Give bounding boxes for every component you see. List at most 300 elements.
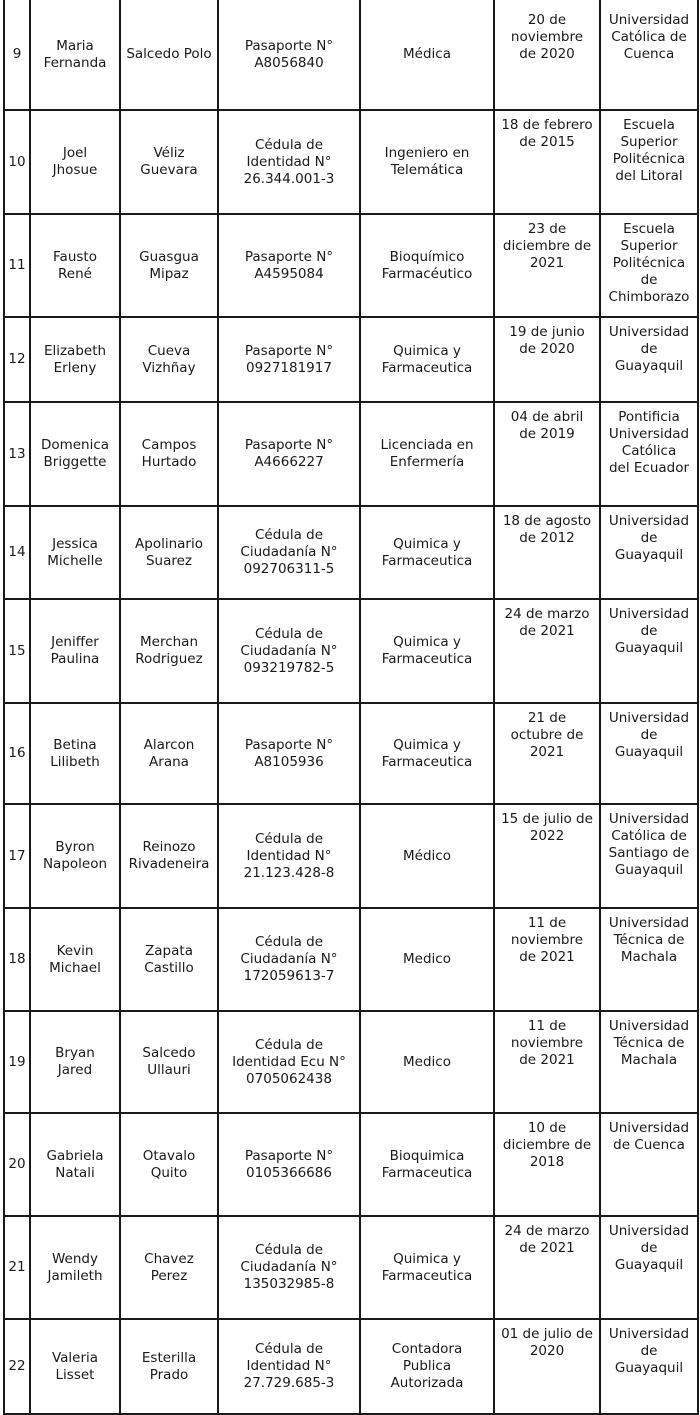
cell-text-line: 18 de febrero bbox=[501, 117, 593, 133]
cell-text-line: Michelle bbox=[47, 552, 103, 569]
cell-text-line: diciembre de bbox=[502, 238, 592, 254]
degree-title-cell bbox=[360, 110, 494, 214]
cell-text-line: de 2020 bbox=[519, 341, 575, 357]
cell-text-line: 135032985-8 bbox=[243, 1276, 335, 1292]
cell-text-line: Identidad N° bbox=[246, 153, 332, 170]
cell-text-line: Natali bbox=[55, 1164, 95, 1181]
last-names-cell bbox=[120, 599, 218, 703]
cell-text-line: A8056840 bbox=[254, 54, 324, 71]
degree-title-cell bbox=[360, 908, 494, 1011]
cell-text-line: Escuela bbox=[623, 117, 675, 133]
table-row bbox=[4, 506, 698, 599]
registration-date-cell bbox=[494, 402, 600, 506]
row-number-cell: 18 bbox=[4, 908, 30, 1011]
row-number-cell: 11 bbox=[4, 214, 30, 317]
cell-text-line: Superior bbox=[620, 238, 678, 254]
cell-text-line: noviembre bbox=[510, 1035, 584, 1051]
cell-text-line: Pasaporte N° bbox=[244, 37, 334, 54]
cell-text-line: Farmaceutica bbox=[381, 1267, 473, 1284]
degree-title-cell bbox=[360, 599, 494, 703]
cell-text-line: Guayaquil bbox=[614, 1360, 684, 1376]
cell-text-line: Esterilla bbox=[141, 1349, 197, 1366]
id-document-cell bbox=[218, 0, 360, 110]
cell-text-line: Guayaquil bbox=[614, 744, 684, 760]
university-cell bbox=[600, 1216, 698, 1319]
cell-text-line: 24 de marzo bbox=[504, 606, 590, 622]
cell-text-line: 23 de bbox=[527, 221, 567, 237]
row-number-cell: 15 bbox=[4, 599, 30, 703]
cell-text-line: Perez bbox=[150, 1267, 188, 1284]
cell-text-line: Rodriguez bbox=[135, 651, 203, 667]
degree-title-cell bbox=[360, 1113, 494, 1216]
cell-text-line: 01 de julio de bbox=[501, 1326, 593, 1342]
cell-text-line: Véliz bbox=[153, 145, 185, 161]
table-row bbox=[4, 908, 698, 1011]
cell-text-line: Fausto bbox=[53, 248, 97, 265]
cell-text-line: René bbox=[58, 265, 92, 282]
cell-text-line: del Litoral bbox=[615, 168, 683, 184]
cell-text-line: 10 de bbox=[527, 1120, 567, 1136]
first-names-cell bbox=[30, 110, 120, 214]
last-names-cell bbox=[120, 110, 218, 214]
cell-text-line: Prado bbox=[149, 1366, 189, 1383]
cell-text-line: de bbox=[640, 272, 658, 288]
cell-text-line: de bbox=[640, 341, 658, 357]
cell-text-line: Bioquímico bbox=[389, 248, 465, 265]
cell-text-line: Universidad bbox=[608, 710, 690, 726]
cell-text-line: Identidad N° bbox=[246, 847, 332, 864]
registration-date-cell bbox=[494, 110, 600, 214]
degree-title-cell bbox=[360, 703, 494, 804]
row-number-cell: 17 bbox=[4, 804, 30, 908]
cell-text-line: Universidad bbox=[608, 1223, 690, 1239]
row-number-cell: 21 bbox=[4, 1216, 30, 1319]
university-cell bbox=[600, 214, 698, 317]
id-document-cell bbox=[218, 908, 360, 1011]
first-names-cell bbox=[30, 1319, 120, 1414]
cell-text-line: de 2019 bbox=[519, 426, 575, 442]
cell-text-line: Licenciada en bbox=[380, 437, 474, 453]
cell-text-line: Pasaporte N° bbox=[244, 342, 334, 359]
table-row bbox=[4, 703, 698, 804]
cell-text-line: Ciudadanía N° bbox=[240, 544, 338, 560]
cell-text-line: A8105936 bbox=[254, 753, 324, 770]
cell-text-line: 20 de bbox=[527, 12, 567, 28]
cell-text-line: Escuela bbox=[623, 221, 675, 237]
row-number-cell: 16 bbox=[4, 703, 30, 804]
last-names-cell bbox=[120, 1319, 218, 1414]
university-cell bbox=[600, 1011, 698, 1113]
cell-text-line: Técnica de bbox=[613, 1035, 685, 1051]
cell-text-line: Lisset bbox=[55, 1366, 95, 1383]
cell-text-line: Farmaceutica bbox=[381, 1164, 473, 1181]
university-cell bbox=[600, 1113, 698, 1216]
table-row bbox=[4, 1216, 698, 1319]
cell-text-line: Pontificia bbox=[618, 409, 680, 425]
cell-text-line: 0105366686 bbox=[246, 1164, 332, 1181]
cell-text-line: Jamileth bbox=[47, 1267, 103, 1284]
cell-text-line: Pasaporte N° bbox=[244, 736, 334, 753]
cell-text-line: Chavez bbox=[144, 1250, 194, 1267]
cell-text-line: de bbox=[640, 530, 658, 546]
cell-text-line: Guasgua bbox=[139, 248, 199, 265]
cell-text-line: 093219782-5 bbox=[243, 659, 335, 676]
degree-title-cell bbox=[360, 506, 494, 599]
table-row bbox=[4, 804, 698, 908]
cell-text-line: Santiago de bbox=[608, 845, 690, 861]
cell-text-line: Cédula de bbox=[254, 527, 324, 543]
cell-text-line: de 2015 bbox=[519, 134, 575, 150]
cell-text-line: Kevin bbox=[56, 942, 94, 959]
id-document-cell bbox=[218, 1216, 360, 1319]
cell-text-line: Quito bbox=[150, 1164, 188, 1181]
cell-text-line: 11 de bbox=[527, 915, 567, 931]
table-row bbox=[4, 0, 698, 110]
id-document-cell bbox=[218, 506, 360, 599]
cell-text-line: Pasaporte N° bbox=[244, 248, 334, 265]
last-names-cell bbox=[120, 804, 218, 908]
cell-text-line: Briggette bbox=[43, 454, 107, 470]
cell-text-line: Chimborazo bbox=[608, 289, 690, 305]
last-names-cell bbox=[120, 0, 218, 110]
first-names-cell bbox=[30, 908, 120, 1011]
cell-text-line: de 2021 bbox=[519, 949, 575, 965]
registration-date-cell bbox=[494, 1113, 600, 1216]
cell-text-line: Cédula de bbox=[254, 136, 324, 153]
cell-text-line: Apolinario bbox=[135, 535, 203, 552]
cell-text-line: Guayaquil bbox=[614, 358, 684, 374]
cell-text-line: Quimica y bbox=[393, 634, 461, 650]
cell-text-line: Fernanda bbox=[43, 54, 107, 71]
cell-text-line: Jared bbox=[57, 1062, 93, 1078]
registration-date-cell bbox=[494, 804, 600, 908]
cell-text-line: Zapata bbox=[145, 942, 193, 959]
cell-text-line: Ullauri bbox=[147, 1062, 191, 1078]
cell-text-line: de Cuenca bbox=[613, 1137, 685, 1153]
cell-text-line: Farmaceutica bbox=[381, 359, 473, 376]
degree-title-cell bbox=[360, 317, 494, 402]
first-names-cell bbox=[30, 1113, 120, 1216]
cell-text-line: Ciudadanía N° bbox=[240, 642, 338, 659]
cell-text-line: Vizhñay bbox=[142, 359, 196, 376]
degree-title-cell bbox=[360, 214, 494, 317]
cell-text-line: Ciudadanía N° bbox=[240, 951, 338, 967]
row-number-cell: 14 bbox=[4, 506, 30, 599]
cell-text-line: 2022 bbox=[529, 828, 565, 844]
cell-text-line: Farmaceutica bbox=[381, 651, 473, 667]
first-names-cell bbox=[30, 214, 120, 317]
first-names-cell bbox=[30, 1216, 120, 1319]
last-names-cell bbox=[120, 402, 218, 506]
cell-text-line: Guayaquil bbox=[614, 1257, 684, 1273]
cell-text-line: Médica bbox=[403, 46, 451, 62]
degree-title-cell bbox=[360, 1319, 494, 1414]
table-row bbox=[4, 317, 698, 402]
cell-text-line: 24 de marzo bbox=[504, 1223, 590, 1239]
cell-text-line: Rivadeneira bbox=[128, 856, 210, 872]
cell-text-line: Universidad bbox=[608, 1120, 690, 1136]
cell-text-line: Farmaceutica bbox=[381, 753, 473, 770]
cell-text-line: Suarez bbox=[145, 552, 193, 569]
cell-text-line: Hurtado bbox=[141, 454, 197, 470]
cell-text-line: Gabriela bbox=[46, 1147, 104, 1164]
cell-text-line: Jeniffer bbox=[51, 634, 99, 650]
id-document-cell bbox=[218, 599, 360, 703]
row-number-cell: 13 bbox=[4, 402, 30, 506]
registration-date-cell bbox=[494, 0, 600, 110]
registration-date-cell bbox=[494, 214, 600, 317]
cell-text-line: Católica bbox=[621, 443, 677, 459]
cell-text-line: Jessica bbox=[52, 535, 98, 552]
cell-text-line: Publica bbox=[402, 1358, 452, 1374]
row-number-cell: 10 bbox=[4, 110, 30, 214]
cell-text-line: Napoleon bbox=[42, 856, 108, 872]
cell-text-line: Arana bbox=[149, 753, 189, 770]
cell-text-line: Merchan bbox=[139, 634, 198, 650]
cell-text-line: Medico bbox=[403, 951, 451, 967]
cell-text-line: Guayaquil bbox=[614, 547, 684, 563]
cell-text-line: Machala bbox=[620, 1052, 678, 1068]
cell-text-line: 26.344.001-3 bbox=[243, 170, 335, 187]
cell-text-line: del Ecuador bbox=[608, 460, 690, 476]
registration-date-cell bbox=[494, 1319, 600, 1414]
cell-text-line: Cédula de bbox=[254, 625, 324, 642]
cell-text-line: Cédula de bbox=[254, 1242, 324, 1258]
cell-text-line: 092706311-5 bbox=[243, 561, 335, 577]
first-names-cell bbox=[30, 703, 120, 804]
last-names-cell bbox=[120, 506, 218, 599]
cell-text-line: 2018 bbox=[529, 1154, 565, 1170]
cell-text-line: Paulina bbox=[50, 651, 100, 667]
cell-text-line: Ingeniero en bbox=[384, 145, 470, 161]
table-row bbox=[4, 1319, 698, 1414]
first-names-cell bbox=[30, 0, 120, 110]
cell-text-line: Guayaquil bbox=[614, 862, 684, 878]
cell-text-line: Guevara bbox=[140, 162, 198, 178]
first-names-cell bbox=[30, 506, 120, 599]
last-names-cell bbox=[120, 214, 218, 317]
degree-title-cell bbox=[360, 1216, 494, 1319]
university-cell bbox=[600, 110, 698, 214]
cell-text-line: Reinozo bbox=[142, 839, 196, 855]
cell-text-line: Quimica y bbox=[393, 1250, 461, 1267]
cell-text-line: Universidad bbox=[608, 1326, 690, 1342]
cell-text-line: Católica de bbox=[611, 828, 687, 844]
cell-text-line: Universidad bbox=[608, 513, 690, 529]
table-row bbox=[4, 599, 698, 703]
registration-date-cell bbox=[494, 703, 600, 804]
cell-text-line: Identidad Ecu N° bbox=[232, 1053, 346, 1070]
id-document-cell bbox=[218, 804, 360, 908]
university-cell bbox=[600, 402, 698, 506]
cell-text-line: Lilibeth bbox=[50, 753, 100, 770]
cell-text-line: Universidad bbox=[608, 426, 690, 442]
registration-date-cell bbox=[494, 506, 600, 599]
cell-text-line: Quimica y bbox=[393, 535, 461, 552]
row-number-cell: 19 bbox=[4, 1011, 30, 1113]
cell-text-line: Contadora bbox=[391, 1341, 463, 1357]
cell-text-line: Michael bbox=[49, 959, 101, 976]
id-document-cell bbox=[218, 402, 360, 506]
university-cell bbox=[600, 317, 698, 402]
cell-text-line: noviembre bbox=[510, 29, 584, 45]
cell-text-line: de 2021 bbox=[519, 1240, 575, 1256]
cell-text-line: Salcedo Polo bbox=[126, 46, 212, 62]
last-names-cell bbox=[120, 1216, 218, 1319]
cell-text-line: A4666227 bbox=[254, 454, 324, 470]
cell-text-line: Politécnica bbox=[612, 255, 686, 271]
university-cell bbox=[600, 1319, 698, 1414]
cell-text-line: de 2020 bbox=[519, 46, 575, 62]
degree-title-cell bbox=[360, 1011, 494, 1113]
cell-text-line: Bioquimica bbox=[389, 1147, 465, 1164]
cell-text-line: Universidad bbox=[608, 915, 690, 931]
cell-text-line: de 2021 bbox=[519, 1052, 575, 1068]
cell-text-line: Telemática bbox=[390, 162, 464, 178]
cell-text-line: Mipaz bbox=[149, 265, 189, 282]
cell-text-line: Politécnica bbox=[612, 151, 686, 167]
cell-text-line: Médico bbox=[403, 847, 451, 864]
degree-title-cell bbox=[360, 804, 494, 908]
cell-text-line: Cédula de bbox=[254, 830, 324, 847]
cell-text-line: Ciudadanía N° bbox=[240, 1259, 338, 1275]
registration-date-cell bbox=[494, 317, 600, 402]
cell-text-line: Católica de bbox=[611, 29, 687, 45]
cell-text-line: de 2021 bbox=[519, 623, 575, 639]
degree-title-cell bbox=[360, 0, 494, 110]
cell-text-line: 11 de bbox=[527, 1018, 567, 1034]
cell-text-line: Wendy bbox=[52, 1250, 98, 1267]
cell-text-line: Cuenca bbox=[623, 46, 675, 62]
cell-text-line: 19 de junio bbox=[509, 324, 585, 340]
cell-text-line: de bbox=[640, 727, 658, 743]
cell-text-line: diciembre de bbox=[502, 1137, 592, 1153]
cell-text-line: 18 de agosto bbox=[502, 513, 592, 529]
table-row bbox=[4, 1113, 698, 1216]
cell-text-line: Cédula de bbox=[254, 1341, 324, 1357]
cell-text-line: noviembre bbox=[510, 932, 584, 948]
id-document-cell bbox=[218, 214, 360, 317]
first-names-cell bbox=[30, 599, 120, 703]
cell-text-line: Técnica de bbox=[613, 932, 685, 948]
cell-text-line: 15 de julio de bbox=[501, 811, 593, 827]
cell-text-line: 2021 bbox=[529, 744, 565, 760]
cell-text-line: Universidad bbox=[608, 811, 690, 827]
table-row bbox=[4, 214, 698, 317]
cell-text-line: Quimica y bbox=[393, 736, 461, 753]
last-names-cell bbox=[120, 1011, 218, 1113]
cell-text-line: de 2012 bbox=[519, 530, 575, 546]
row-number-cell: 22 bbox=[4, 1319, 30, 1414]
university-cell bbox=[600, 804, 698, 908]
cell-text-line: Pasaporte N° bbox=[244, 1147, 334, 1164]
id-document-cell bbox=[218, 110, 360, 214]
table-row bbox=[4, 1011, 698, 1113]
row-number-cell: 9 bbox=[4, 0, 30, 110]
table-body bbox=[4, 0, 698, 1414]
cell-text-line: Betina bbox=[53, 736, 97, 753]
id-document-cell bbox=[218, 1113, 360, 1216]
cell-text-line: Elizabeth bbox=[43, 342, 107, 359]
registration-date-cell bbox=[494, 1216, 600, 1319]
first-names-cell bbox=[30, 317, 120, 402]
university-cell bbox=[600, 506, 698, 599]
cell-text-line: Pasaporte N° bbox=[244, 437, 334, 453]
cell-text-line: Castillo bbox=[144, 959, 194, 976]
cell-text-line: 172059613-7 bbox=[243, 968, 335, 984]
cell-text-line: Identidad N° bbox=[246, 1358, 332, 1374]
id-document-cell bbox=[218, 703, 360, 804]
registration-date-cell bbox=[494, 908, 600, 1011]
cell-text-line: Maria bbox=[56, 37, 94, 54]
last-names-cell bbox=[120, 317, 218, 402]
university-cell bbox=[600, 0, 698, 110]
registration-date-cell bbox=[494, 1011, 600, 1113]
cell-text-line: Campos bbox=[141, 437, 197, 453]
cell-text-line: 0705062438 bbox=[246, 1070, 332, 1087]
cell-text-line: Universidad bbox=[608, 12, 690, 28]
cell-text-line: A4595084 bbox=[254, 265, 324, 282]
cell-text-line: Otavalo bbox=[142, 1147, 196, 1164]
id-document-cell bbox=[218, 1319, 360, 1414]
cell-text-line: 21 de bbox=[527, 710, 567, 726]
cell-text-line: 04 de abril bbox=[510, 409, 584, 425]
cell-text-line: Cueva bbox=[147, 342, 191, 359]
cell-text-line: Universidad bbox=[608, 324, 690, 340]
registration-date-cell bbox=[494, 599, 600, 703]
cell-text-line: de bbox=[640, 1343, 658, 1359]
cell-text-line: Machala bbox=[620, 949, 678, 965]
last-names-cell bbox=[120, 703, 218, 804]
first-names-cell bbox=[30, 402, 120, 506]
id-document-cell bbox=[218, 1011, 360, 1113]
cell-text-line: Medico bbox=[403, 1053, 451, 1070]
cell-text-line: 27.729.685-3 bbox=[243, 1375, 335, 1391]
row-number-cell: 20 bbox=[4, 1113, 30, 1216]
id-document-cell bbox=[218, 317, 360, 402]
cell-text-line: Universidad bbox=[608, 606, 690, 622]
cell-text-line: Domenica bbox=[40, 437, 110, 453]
cell-text-line: 0927181917 bbox=[246, 359, 332, 376]
registry-table bbox=[3, 0, 699, 1415]
cell-text-line: Farmacéutico bbox=[381, 265, 473, 282]
first-names-cell bbox=[30, 804, 120, 908]
first-names-cell bbox=[30, 1011, 120, 1113]
cell-text-line: Erleny bbox=[53, 359, 97, 376]
cell-text-line: Byron bbox=[55, 839, 95, 855]
university-cell bbox=[600, 703, 698, 804]
table-row bbox=[4, 402, 698, 506]
cell-text-line: Cédula de bbox=[254, 934, 324, 950]
cell-text-line: Cédula de bbox=[254, 1036, 324, 1053]
cell-text-line: Autorizada bbox=[390, 1375, 464, 1391]
row-number-cell: 12 bbox=[4, 317, 30, 402]
cell-text-line: Superior bbox=[620, 134, 678, 150]
cell-text-line: 2020 bbox=[529, 1343, 565, 1359]
last-names-cell bbox=[120, 1113, 218, 1216]
cell-text-line: Quimica y bbox=[393, 342, 461, 359]
cell-text-line: Bryan bbox=[55, 1045, 95, 1061]
cell-text-line: Valeria bbox=[51, 1349, 99, 1366]
cell-text-line: Guayaquil bbox=[614, 640, 684, 656]
cell-text-line: Joel bbox=[62, 145, 88, 161]
cell-text-line: Universidad bbox=[608, 1018, 690, 1034]
last-names-cell bbox=[120, 908, 218, 1011]
cell-text-line: Jhosue bbox=[52, 162, 98, 178]
cell-text-line: Farmaceutica bbox=[381, 552, 473, 569]
cell-text-line: octubre de bbox=[510, 727, 584, 743]
cell-text-line: Alarcon bbox=[143, 736, 195, 753]
